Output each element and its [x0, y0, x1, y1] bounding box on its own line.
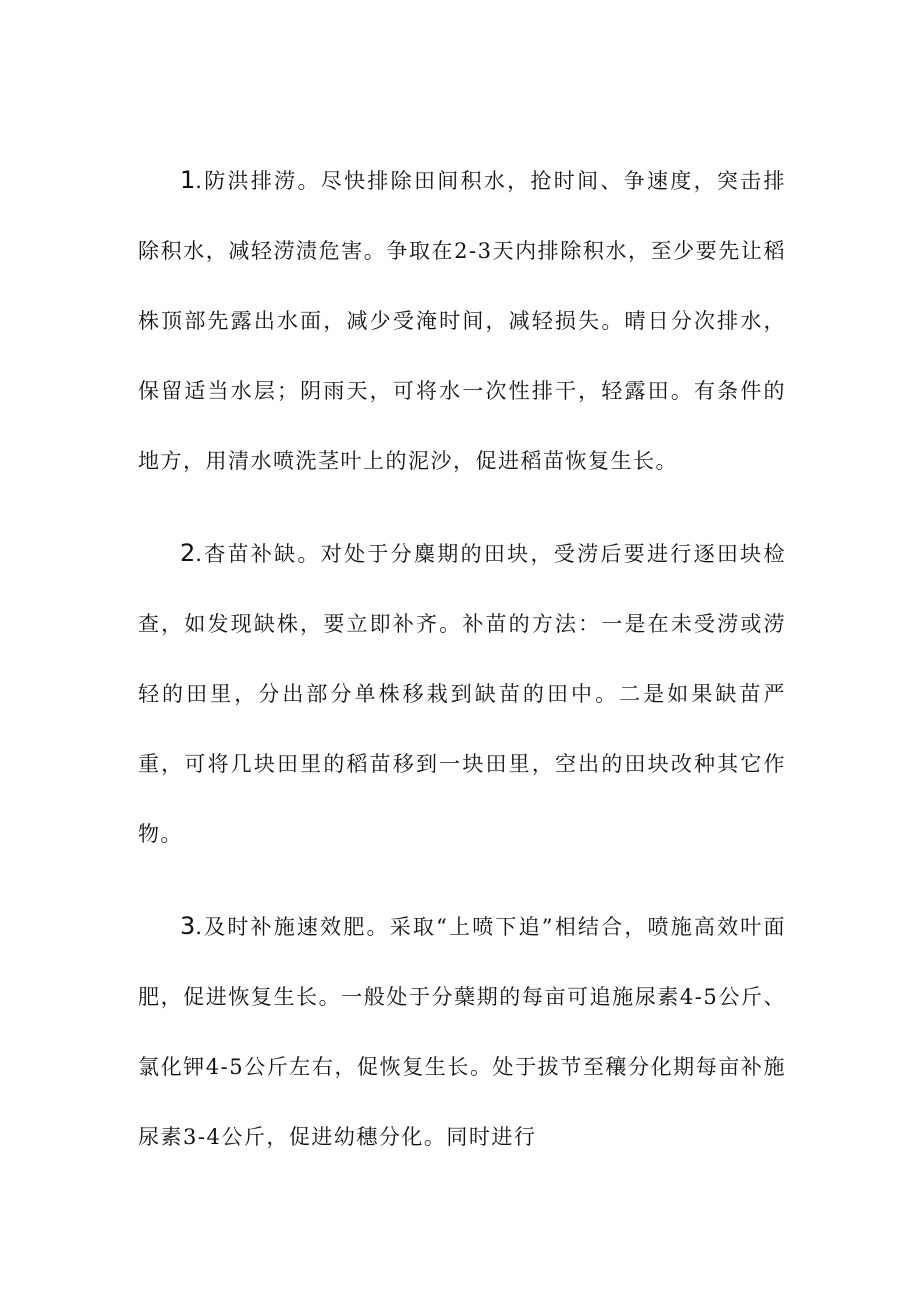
paragraph-1-text: .防洪排涝。尽快排除田间积水，抢时间、争速度，突击排除积水，减轻涝渍危害。争取在2-3天内排除积水，至少要先让稻株顶部先露出水面，减少受淹时间，减轻损失。晴日分次排水，保留适当水层；阴雨天，可将水一次性排干，轻露田。有条件的地方，用清水喷洗茎叶上的泥沙，促进稻苗恢复生长。	[138, 169, 786, 473]
paragraph-2-number: 2	[180, 539, 196, 567]
paragraph-2	[138, 518, 786, 869]
paragraph-3	[138, 891, 786, 1172]
paragraph-3-number: 3	[180, 912, 196, 940]
document-body	[138, 145, 786, 1194]
paragraph-1-number: 1	[180, 166, 196, 194]
paragraph-3-text: .及时补施速效肥。采取“上喷下追”相结合，喷施高效叶面肥，促进恢复生长。一般处于分蘖期的每亩可追施尿素4-5公斤、氯化钾4-5公斤左右，促恢复生长。处于拔节至穰分化期每亩补施尿素3-4公斤，促进幼穗分化。同时进行	[138, 915, 786, 1149]
paragraph-1	[138, 145, 786, 496]
paragraph-2-text: .杳苗补缺。对处于分麋期的田块，受涝后要进行逐田块检查，如发现缺株，要立即补齐。补苗的方法：一是在未受涝或涝轻的田里，分出部分单株移栽到缺苗的田中。二是如果缺苗严重，可将几块田里的稻苗移到一块田里，空出的田块改种其它作物。	[138, 542, 786, 846]
